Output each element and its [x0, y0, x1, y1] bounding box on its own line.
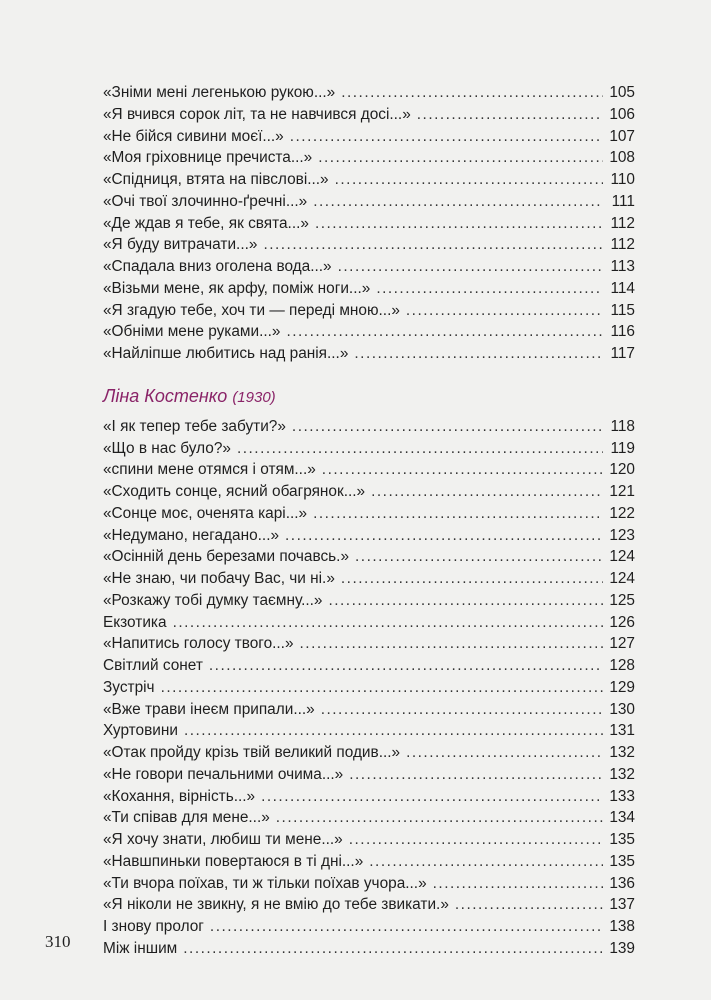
toc-entry-title: «Напитись голосу твого...» — [103, 635, 294, 653]
toc-entry-page: 114 — [610, 279, 635, 297]
toc-entry-page: 129 — [609, 678, 635, 696]
toc-entry — [103, 916, 635, 938]
toc-entry-title: «Я хочу знати, любиш ти мене...» — [103, 831, 343, 848]
dot-leader — [286, 321, 603, 343]
toc-entry-title: «Я згадую тебе, хоч ти — переді мною...» — [103, 301, 400, 319]
toc-entry — [103, 807, 635, 829]
toc-entry — [103, 655, 635, 677]
toc-entry — [103, 590, 635, 612]
dot-leader — [173, 612, 603, 634]
toc-entry-title: «Розкажу тобі думку таємну...» — [103, 591, 323, 609]
dot-leader — [292, 416, 603, 438]
toc-entry-title: «Не знаю, чи побачу Вас, чи ні.» — [103, 570, 335, 587]
toc-entry — [103, 938, 635, 960]
toc-entry-page: 137 — [609, 896, 635, 914]
toc-entry-page: 106 — [609, 105, 635, 123]
dot-leader — [209, 655, 603, 677]
toc-entry-page: 124 — [609, 570, 635, 587]
toc-entry — [103, 677, 635, 699]
dot-leader — [355, 546, 603, 568]
dot-leader — [341, 568, 603, 590]
toc-entry-title: «Сонце моє, оченята карі...» — [103, 504, 308, 522]
toc-entry — [103, 147, 635, 169]
toc-entry — [103, 416, 635, 438]
dot-leader — [338, 256, 603, 278]
toc-entry-page: 138 — [609, 918, 635, 935]
toc-entry-page: 132 — [609, 744, 635, 761]
toc-entry — [103, 873, 635, 895]
toc-entry-page: 111 — [611, 192, 635, 210]
toc-entry-page: 131 — [609, 722, 635, 740]
dot-leader — [313, 191, 603, 213]
toc-entry — [103, 191, 635, 213]
toc-entry-page: 130 — [609, 700, 635, 718]
toc-entry-title: «Ти співав для мене...» — [103, 809, 270, 827]
toc-entry-page: 121 — [609, 483, 635, 500]
dot-leader — [300, 633, 603, 655]
section-year: (1930) — [232, 388, 276, 406]
toc-entry-title: Між іншим — [103, 939, 178, 957]
toc-entry-page: 118 — [610, 417, 635, 435]
section-heading — [103, 376, 635, 416]
toc-entry-page: 135 — [609, 852, 635, 870]
dot-leader — [315, 213, 603, 235]
toc-entry-title: «Я ніколи не звикну, я не вмію до тебе звикати.» — [103, 896, 449, 914]
toc-entry-page: 127 — [609, 635, 635, 653]
toc-entry — [103, 546, 635, 568]
toc-entry — [103, 633, 635, 655]
toc-entry-title: «Сходить сонце, ясний обагрянок...» — [103, 483, 366, 500]
toc-entry — [103, 612, 635, 634]
toc-entry — [103, 720, 635, 742]
toc-entry-title: «Навшпиньки повертаюся в ті дні...» — [103, 852, 364, 870]
toc-entry-title: «Отак пройду крізь твій великий подив...» — [103, 744, 401, 761]
dot-leader — [349, 829, 603, 851]
toc-entry-page: 139 — [609, 939, 635, 957]
toc-entry — [103, 169, 635, 191]
toc-entry-page: 120 — [609, 461, 635, 479]
toc-entry-title: «Кохання, вірність...» — [103, 787, 256, 805]
toc-entry — [103, 82, 635, 104]
toc-entry — [103, 699, 635, 721]
toc-entry — [103, 481, 635, 503]
dot-leader — [276, 807, 603, 829]
toc-entry-page: 108 — [609, 149, 635, 167]
dot-leader — [328, 590, 603, 612]
table-of-contents — [103, 82, 635, 960]
dot-leader — [406, 742, 603, 764]
dot-leader — [313, 503, 603, 525]
dot-leader — [335, 169, 603, 191]
toc-entry-page: 123 — [609, 526, 635, 544]
dot-leader — [341, 82, 603, 104]
dot-leader — [369, 851, 603, 873]
toc-entry-page: 116 — [610, 323, 635, 341]
toc-entry-title: «Що в нас було?» — [103, 439, 231, 457]
toc-entry — [103, 568, 635, 590]
toc-entry-title: «Найліпше любитись над ранія...» — [103, 345, 349, 362]
toc-entry-title: Світлий сонет — [103, 657, 203, 674]
toc-entry — [103, 321, 635, 343]
toc-entry-title: «Я вчився сорок літ, та не навчився досі...» — [103, 105, 411, 123]
toc-entry — [103, 234, 635, 256]
dot-leader — [321, 699, 603, 721]
toc-entry-page: 113 — [610, 258, 635, 275]
toc-list-top — [103, 82, 635, 365]
toc-entry-title: «Вже трави інеєм припали...» — [103, 700, 315, 718]
dot-leader — [406, 300, 603, 322]
toc-entry-page: 126 — [609, 613, 635, 631]
dot-leader — [261, 786, 603, 808]
toc-entry-title: «спини мене отямся і отям...» — [103, 461, 316, 479]
toc-entry-page: 110 — [610, 171, 635, 188]
toc-entry-page: 136 — [609, 874, 635, 892]
toc-entry — [103, 829, 635, 851]
toc-entry — [103, 126, 635, 148]
toc-entry-title: «Не говори печальними очима...» — [103, 765, 344, 783]
dot-leader — [184, 720, 603, 742]
toc-entry — [103, 343, 635, 365]
page-number-folio: 310 — [45, 932, 71, 951]
toc-entry-title: «Спідниця, втята на півслові...» — [103, 171, 329, 188]
toc-entry-page: 117 — [610, 345, 635, 362]
toc-entry — [103, 851, 635, 873]
toc-entry-title: «Спадала вниз оголена вода...» — [103, 258, 332, 275]
dot-leader — [433, 873, 603, 895]
toc-entry — [103, 213, 635, 235]
toc-entry — [103, 894, 635, 916]
toc-entry-title: «Зніми мені легенькою рукою...» — [103, 84, 336, 101]
dot-leader — [161, 677, 603, 699]
toc-entry-page: 128 — [609, 657, 635, 674]
toc-entry-title: Зустріч — [103, 678, 155, 696]
dot-leader — [237, 438, 603, 460]
toc-entry-title: «Моя гріховнице пречиста...» — [103, 149, 313, 167]
toc-list-section — [103, 416, 635, 960]
toc-entry — [103, 438, 635, 460]
dot-leader — [354, 343, 603, 365]
toc-entry-page: 119 — [610, 439, 635, 457]
dot-leader — [183, 938, 603, 960]
toc-entry-page: 122 — [609, 504, 635, 522]
dot-leader — [210, 916, 603, 938]
toc-entry — [103, 503, 635, 525]
toc-entry-title: «Ти вчора поїхав, ти ж тільки поїхав учора...» — [103, 874, 427, 892]
toc-entry-page: 124 — [609, 548, 635, 566]
toc-entry — [103, 256, 635, 278]
dot-leader — [455, 894, 603, 916]
dot-leader — [263, 234, 603, 256]
dot-leader — [371, 481, 603, 503]
toc-entry-title: Екзотика — [103, 613, 167, 631]
dot-leader — [376, 278, 603, 300]
toc-entry-page: 115 — [610, 301, 635, 319]
dot-leader — [285, 525, 603, 547]
toc-entry-title: «Не бійся сивини моєї...» — [103, 127, 284, 145]
toc-entry-title: І знову пролог — [103, 918, 204, 935]
dot-leader — [318, 147, 603, 169]
toc-entry — [103, 104, 635, 126]
toc-entry — [103, 742, 635, 764]
toc-entry — [103, 300, 635, 322]
toc-entry-title: «Недумано, негадано...» — [103, 526, 280, 544]
toc-entry-title: «Я буду витрачати...» — [103, 236, 258, 254]
toc-entry-title: «Очі твої злочинно-ґречні...» — [103, 192, 308, 210]
dot-leader — [290, 126, 603, 148]
toc-entry — [103, 786, 635, 808]
toc-entry-page: 135 — [609, 831, 635, 848]
toc-entry-title: Хуртовини — [103, 722, 178, 740]
toc-entry-page: 134 — [609, 809, 635, 827]
toc-entry — [103, 278, 635, 300]
toc-entry-title: «Візьми мене, як арфу, поміж ноги...» — [103, 279, 371, 297]
toc-entry-page: 112 — [610, 214, 635, 232]
dot-leader — [322, 459, 603, 481]
toc-entry-title: «Де ждав я тебе, як свята...» — [103, 214, 309, 232]
toc-entry — [103, 764, 635, 786]
toc-entry — [103, 525, 635, 547]
toc-entry-page: 105 — [609, 84, 635, 101]
section-author: Ліна Костенко — [103, 385, 228, 406]
toc-entry-title: «І як тепер тебе забути?» — [103, 417, 286, 435]
toc-entry-page: 112 — [610, 236, 635, 254]
toc-entry-page: 125 — [609, 591, 635, 609]
toc-entry-page: 132 — [609, 765, 635, 783]
toc-entry-title: «Осінній день березами почавсь.» — [103, 548, 350, 566]
dot-leader — [417, 104, 603, 126]
toc-entry — [103, 459, 635, 481]
toc-entry-title: «Обніми мене руками...» — [103, 323, 281, 341]
toc-entry-page: 133 — [609, 787, 635, 805]
toc-entry-page: 107 — [609, 127, 635, 145]
dot-leader — [349, 764, 603, 786]
